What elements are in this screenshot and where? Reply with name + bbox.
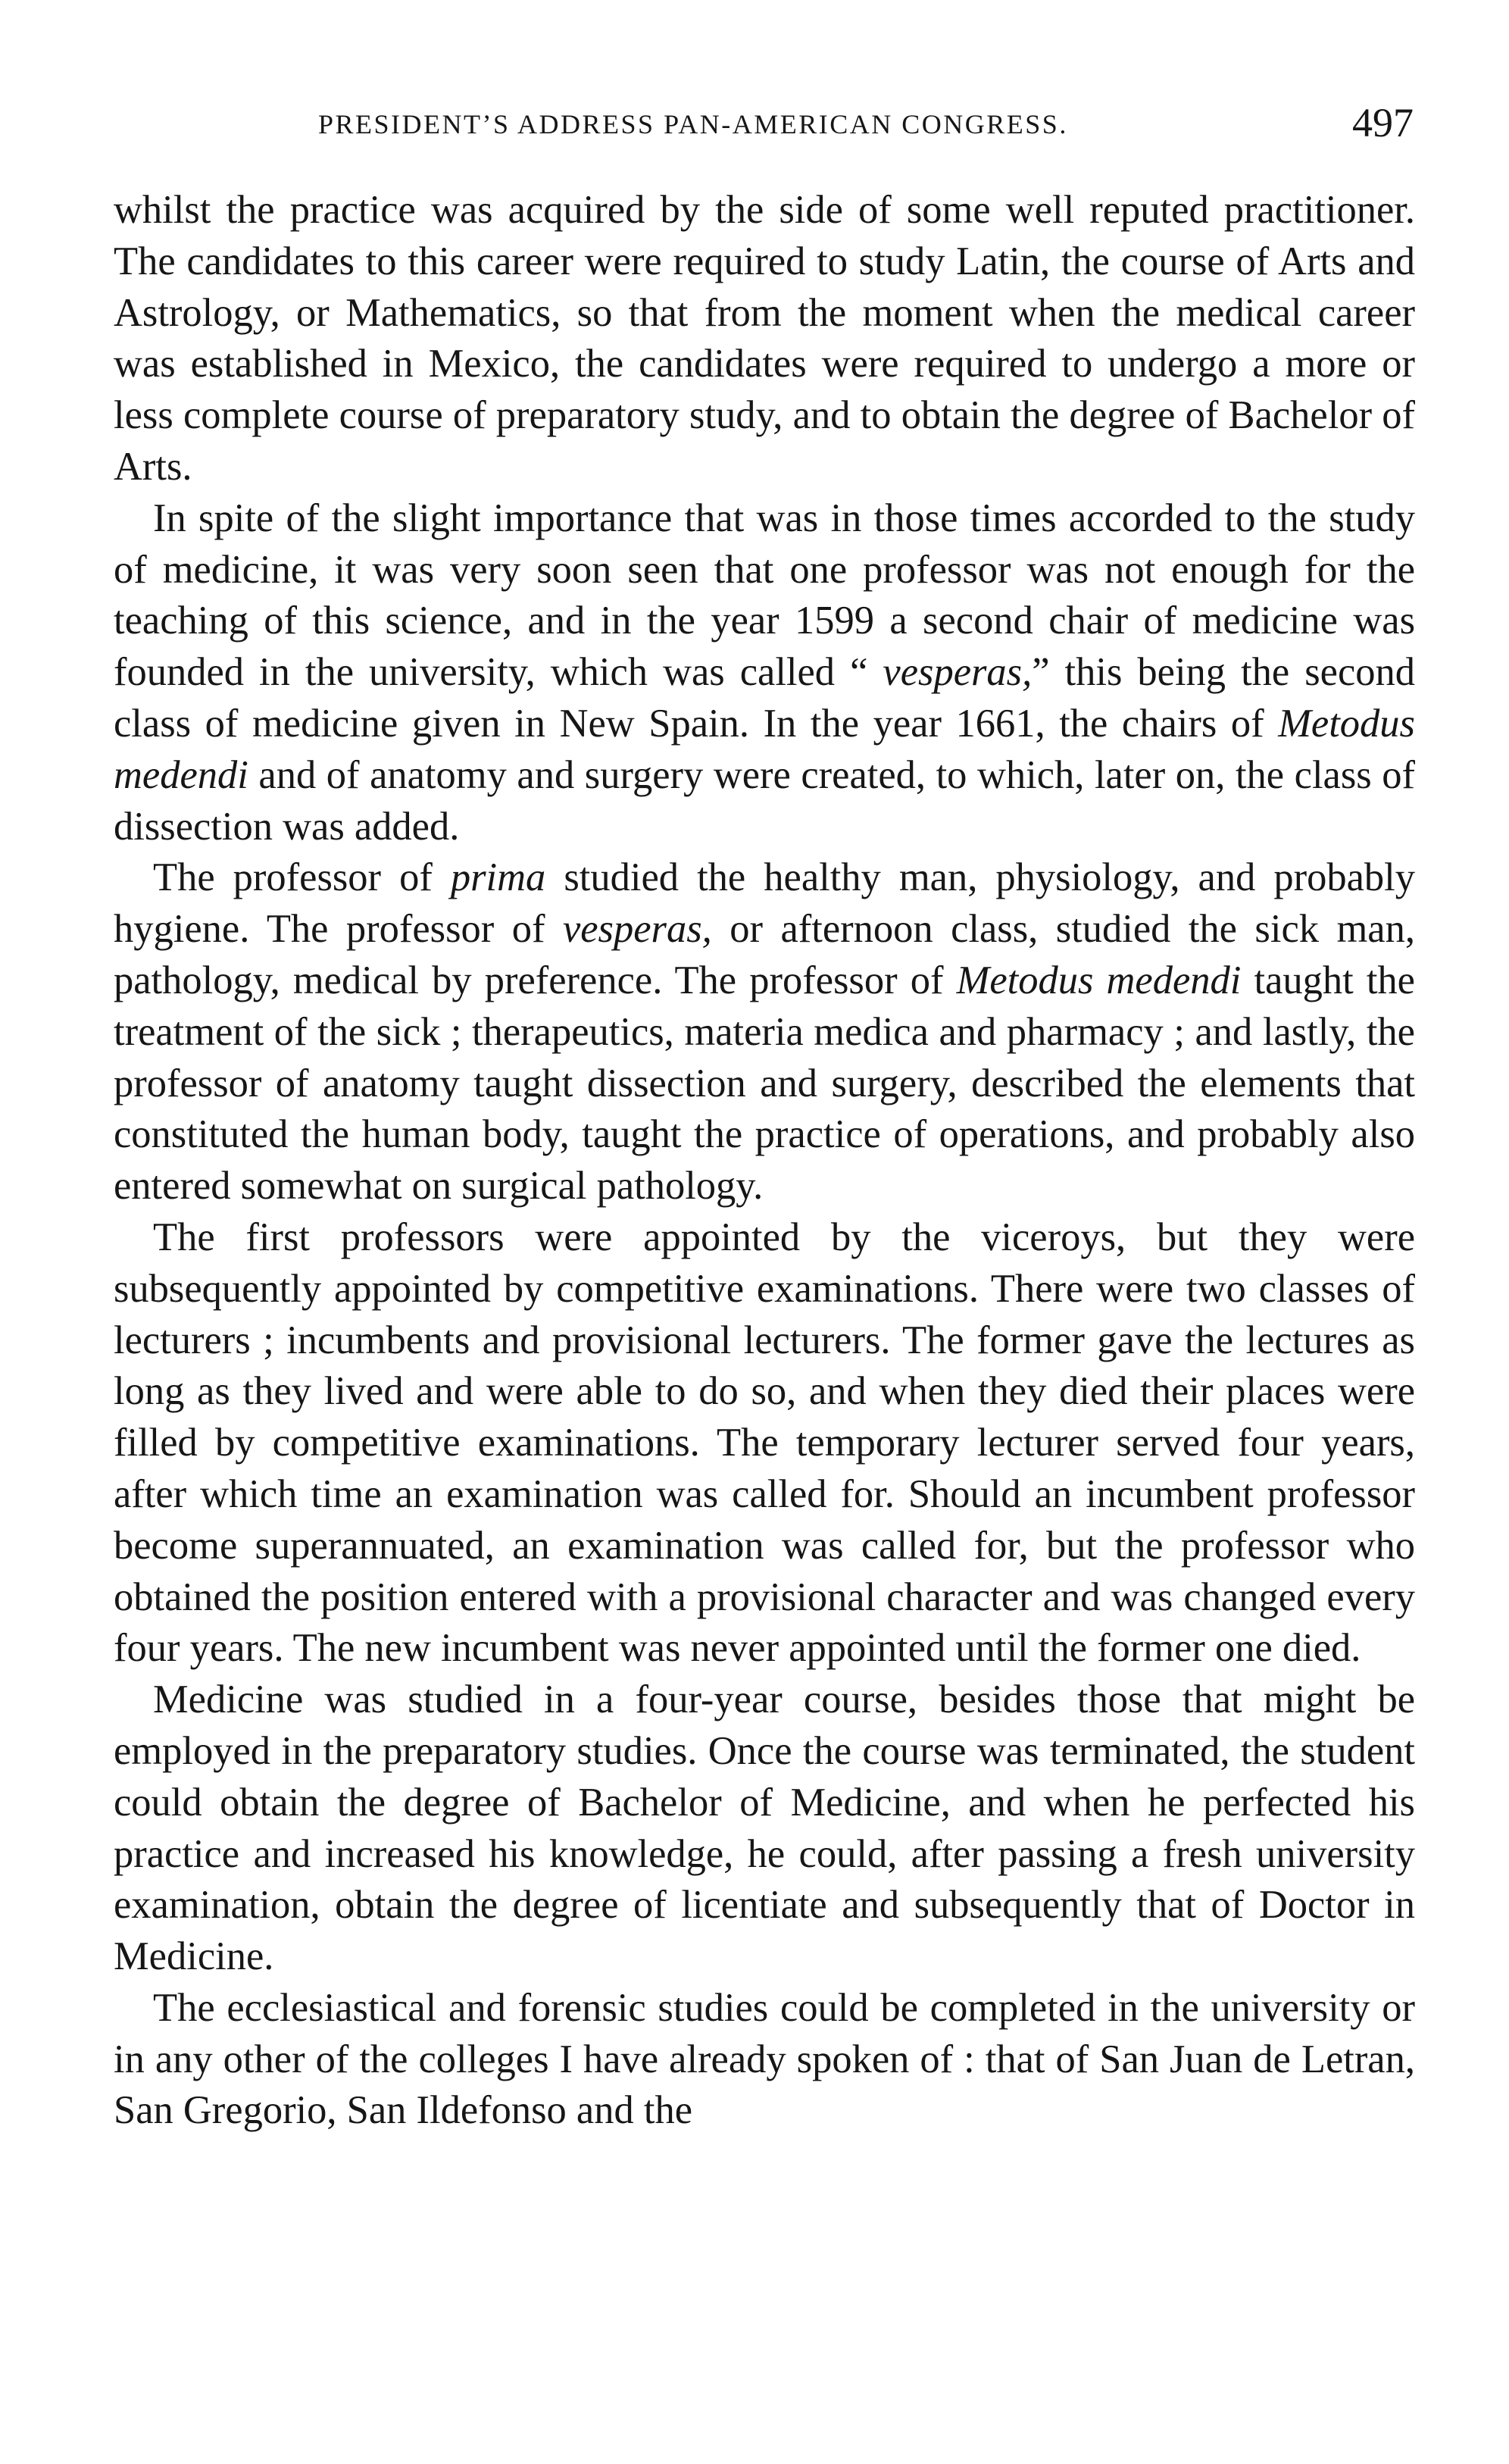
paragraph-appointments xyxy=(114,1212,1415,1674)
paragraph-text: The professor of xyxy=(153,855,451,900)
paragraph-continued xyxy=(114,185,1415,493)
page-number: 497 xyxy=(1352,100,1414,145)
paragraph-text: studied the healthy man, physiology, and probably hygiene. The professor of xyxy=(114,855,1415,952)
italic-term: Metodus medendi xyxy=(114,701,1415,797)
paragraph-text: taught the treatment of the sick ; therapeutics, materia medica and pharmacy ; and lastly, the professor of anatomy taught dissection and surgery, described the elements that constituted the human body, taught the practice of operations, and probably also entered somewhat on surgical pathology. xyxy=(114,958,1415,1209)
paragraph-chairs-of-medicine xyxy=(114,493,1415,853)
italic-term: prima xyxy=(450,855,546,900)
paragraph-course-of-study xyxy=(114,1674,1415,1983)
paragraph-text: The ecclesiastical and forensic studies could be completed in the university or in any other of the colleges I have already spoken of : that of San Juan de Letran, San Gregorio, San Ildefonso and the xyxy=(114,1985,1415,2133)
paragraph-text: Medicine was studied in a four-year course, besides those that might be employed in the preparatory studies. Once the course was terminated, the student could obtain the degree of Bachelor of Medicine, and when he perfected his practice and increased his knowledge, he could, after passing a fresh university examination, obtain the degree of licentiate and subsequently that of Doctor in Medicine. xyxy=(114,1678,1415,1979)
paragraph-professors-duties xyxy=(114,852,1415,1212)
paragraph-text: whilst the practice was acquired by the side of some well reputed practitioner. The candidates to this career were required to study Latin, the course of Arts and Astrology, or Mathematics, so that from the moment when the medical career was established in Mexico, the candidates were required to undergo a more or less complete course of preparatory study, and to obtain the degree of Bachelor of Arts. xyxy=(114,188,1415,489)
body-text xyxy=(114,185,1415,2137)
running-head xyxy=(114,97,1414,158)
paragraph-text: ” this being the second class of medicine given in New Spain. In the year 1661, the chairs of xyxy=(114,650,1416,746)
paragraph-text: The first professors were appointed by the viceroys, but they were subsequently appointed by competitive examinations. There were two classes of lecturers ; incumbents and provisional lecturers. The former gave the lectures as long as they lived and were able to do so, and when they died their places were filled by competitive examinations. The temporary lecturer served four years, after which time an examination was called for. Should an incumbent professor become superannuated, an examination was called for, but the professor who obtained the position entered with a provisional character and was changed every four years. The new incumbent was never appointed until the former one died. xyxy=(114,1215,1415,1671)
italic-term: vesperas, xyxy=(883,650,1033,695)
italic-term: vesperas, xyxy=(562,907,712,952)
paragraph-text: In spite of the slight importance that was in those times accorded to the study of medicine, it was very soon seen that one professor was not enough for the teaching of this science, and in the year 1599 a second chair of medicine was founded in the university, which was called “ xyxy=(114,496,1415,695)
paragraph-text: and of anatomy and surgery were created, to which, later on, the class of dissection was added. xyxy=(114,752,1415,849)
running-title: PRESIDENT’S ADDRESS PAN-AMERICAN CONGRESS. xyxy=(318,109,1068,139)
paragraph-text: or afternoon class, studied the sick man, pathology, medical by preference. The professor of xyxy=(114,907,1415,1002)
paragraph-ecclesiastical-studies xyxy=(114,1983,1415,2137)
italic-term: Metodus medendi xyxy=(956,958,1242,1002)
